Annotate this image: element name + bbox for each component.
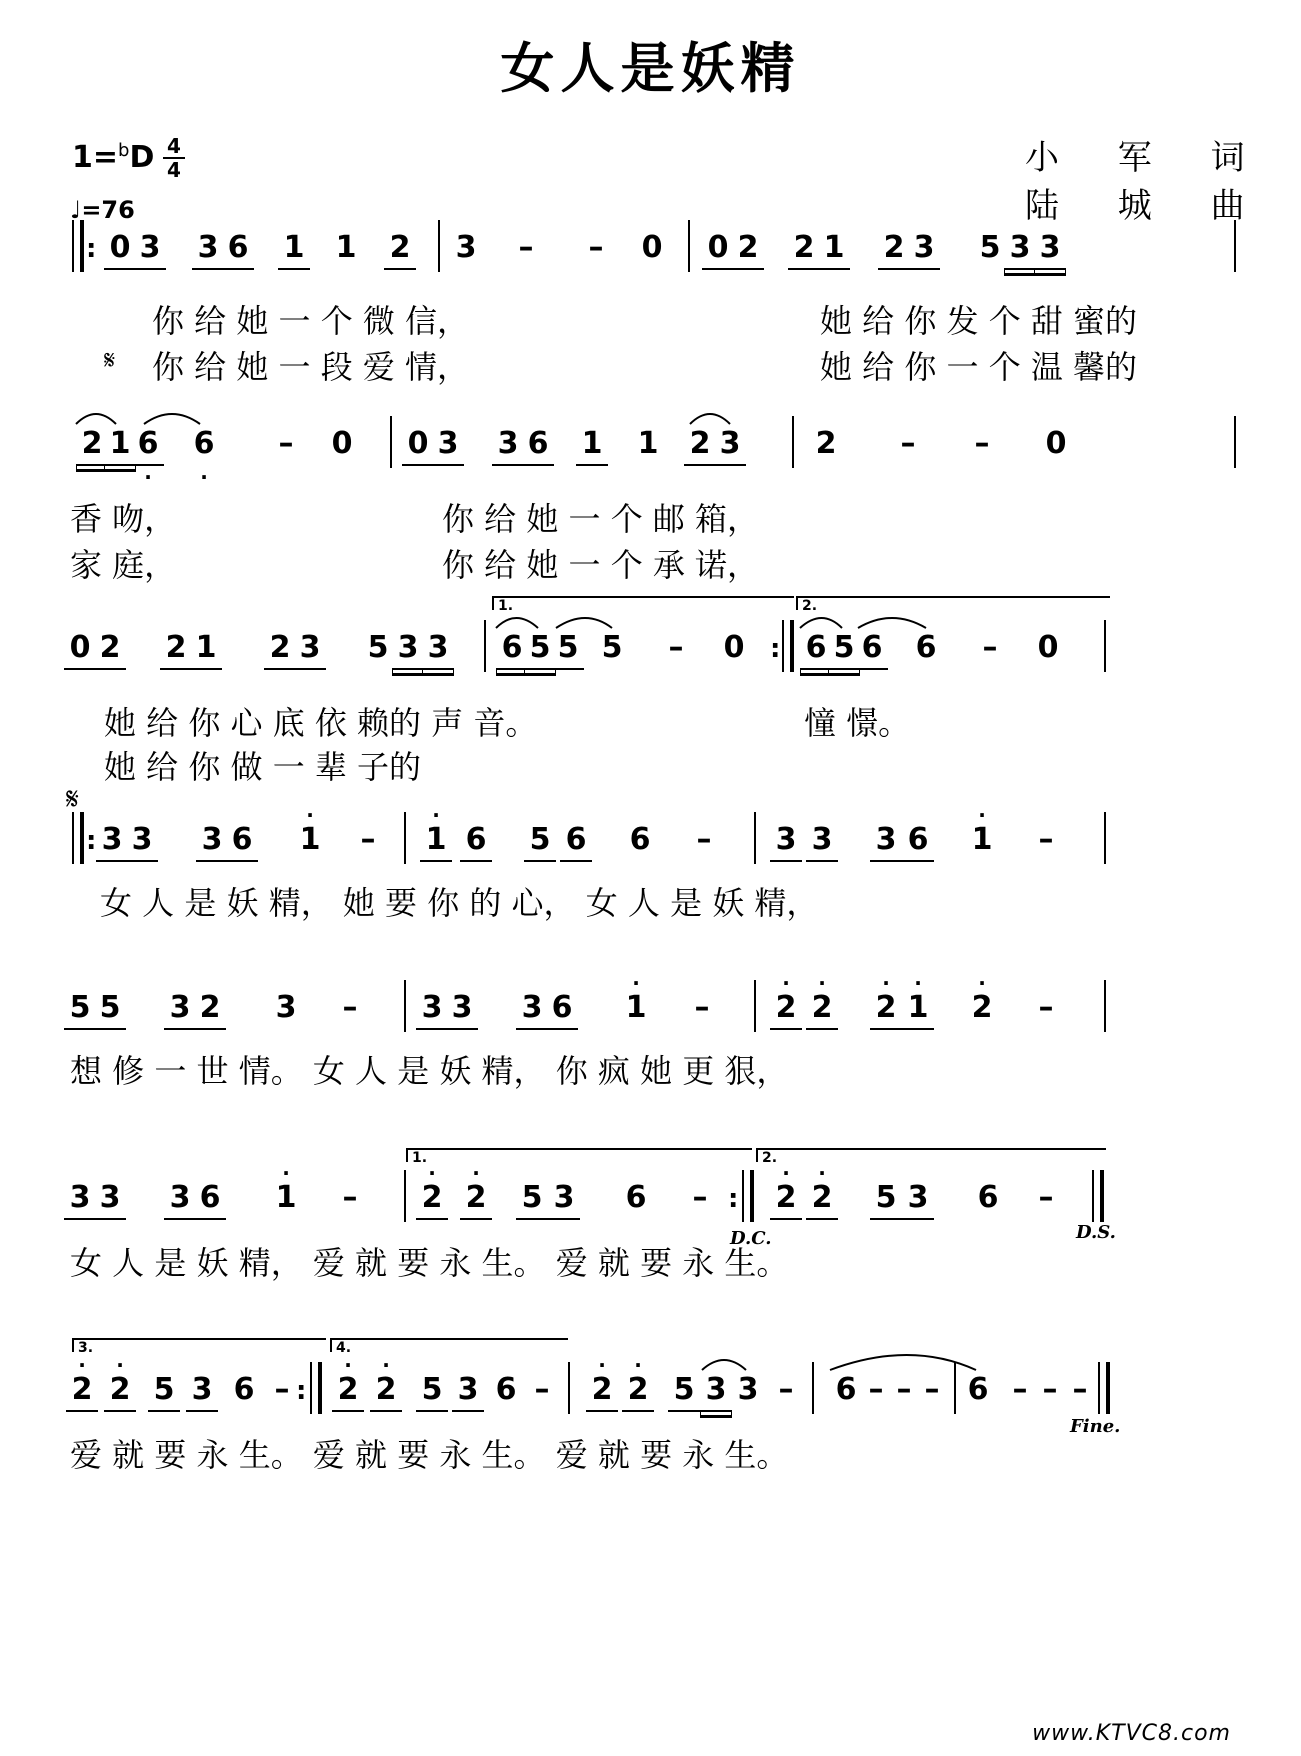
note: 1 · [299,803,321,857]
note: – [1012,1372,1028,1407]
lyric-4a: 家 庭， [70,546,177,584]
lyric-line-7 [70,878,1250,922]
note: 3 [548,1178,580,1220]
note: 5 [94,988,126,1030]
dc-mark: D.C. [730,1228,772,1249]
barline [438,220,440,272]
note: – [982,630,998,665]
note: 6 [902,820,934,862]
note: 2 · [770,1178,802,1220]
key-signature [72,140,154,175]
note: 6 [495,1372,517,1407]
note: – [974,426,990,461]
note: 2 [732,228,764,270]
note: 2 · [332,1370,364,1412]
note: 5 [148,1370,180,1412]
note: 5 [516,1178,548,1220]
flat-sign: b [118,140,130,161]
note: 1 [576,424,608,466]
tempo: ♩=76 [70,196,135,224]
note: 2 [815,426,837,461]
volta-4: 4. [330,1338,568,1352]
note: 3 [126,820,158,862]
key-prefix: 1= [72,140,119,175]
note: 6 [800,628,832,670]
note: 5 [552,628,584,670]
note: 2 [76,424,108,466]
note: – [900,426,916,461]
note: 6 [194,1178,226,1220]
note: 2 · [806,988,838,1030]
note: 6 [629,822,651,857]
note: 6 [856,628,888,670]
key-note: D [129,140,155,175]
lyricist-credit: 小 军 词 [1025,138,1269,178]
volta-3: 3. [72,1338,326,1352]
note: – [1042,1372,1058,1407]
note: – [278,426,294,461]
note: – [588,230,604,265]
note: 1 [637,426,659,461]
barline [404,812,406,864]
lyric-line-10 [70,1430,1250,1474]
volta-2: 2. [796,596,1110,610]
note: 6 [496,628,528,670]
note: 2 [160,628,192,670]
note: 0 [702,228,734,270]
lyric-10: 爱 就 要 永 生。 爱 就 要 永 生。 爱 就 要 永 生。 [70,1436,789,1474]
lyric-line-1 [70,296,1250,340]
note: 6 [222,228,254,270]
note: 0 [64,628,96,670]
note: 1 [278,228,310,270]
song-title: 女人是妖精 [500,37,801,100]
lyric-6a: 她 给 你 做 一 辈 子的 [104,748,422,786]
lyric-8: 想 修 一 世 情。 女 人 是 妖 精， 你 疯 她 更 狠， [70,1052,789,1090]
lyric-line-3 [70,494,1250,538]
note: 1 · [420,820,452,862]
note: 3 [1034,228,1066,270]
note: 3 [416,988,448,1030]
lyric-7: 女 人 是 妖 精， 她 要 你 的 心， 女 人 是 妖 精， [100,884,819,922]
staff-row-1 [70,228,1240,268]
note: – [1038,822,1054,857]
note: 5 [870,1178,902,1220]
barline [754,812,756,864]
barline [688,220,690,272]
note: 1 [818,228,850,270]
repeat-end-barline [742,1170,754,1222]
note: 5 [416,1370,448,1412]
note: 3 [806,820,838,862]
staff-row-5 [69,971,1240,1028]
lyric-line-6 [70,742,1250,786]
note: – [668,630,684,665]
note: 6 [233,1372,255,1407]
repeat-dots: : [728,1184,739,1214]
note: – [1038,990,1054,1025]
note: 5 [979,230,1001,265]
note: 1 [190,628,222,670]
note: 3 [432,424,464,466]
note: 6 [546,988,578,1030]
note: 3 [770,820,802,862]
note: 0 [641,230,663,265]
final-barline [1092,1170,1104,1222]
repeat-start-barline [72,812,84,864]
note: 2 · [806,1178,838,1220]
barline [1234,220,1236,272]
note: 3 [492,424,524,466]
note: 3 [908,228,940,270]
note: 0 [1045,426,1067,461]
time-top: 4 [167,134,181,158]
note: – [1072,1372,1088,1407]
note: 6 [915,630,937,665]
note: 3 [1004,228,1036,270]
note: 5 [601,630,623,665]
note: 2 · [586,1370,618,1412]
note: – [274,1372,290,1407]
barline [954,1362,956,1414]
lyric-line-4 [70,540,1250,584]
note: – [694,990,710,1025]
lyric-line-9 [70,1238,1250,1282]
note: 2 · [66,1370,98,1412]
note: 2 · [416,1178,448,1220]
note: 2 · [870,988,902,1030]
note: – [778,1372,794,1407]
note: 3 [870,820,902,862]
watermark: www.KTVC8.com [1032,1721,1231,1746]
note: 2 · [622,1370,654,1412]
note: – [896,1372,912,1407]
staff-row-2 [70,424,1240,489]
note: – [342,1180,358,1215]
note: 5 [64,988,96,1030]
note: 2 · [770,988,802,1030]
note: 3 [164,988,196,1030]
repeat-end-barline [310,1362,322,1414]
lyric-line-8 [70,1046,1250,1090]
note: 0 [723,630,745,665]
note: 6 · [132,424,164,466]
note: 3 [275,990,297,1025]
note: 0 [331,426,353,461]
note: 3 [455,230,477,265]
lyric-3a: 香 吻， [70,500,177,538]
note: 2 [878,228,910,270]
note: 0 [1037,630,1059,665]
note: – [534,1372,550,1407]
volta-1: 1. [492,596,794,610]
note: 3 [64,1178,96,1220]
note: – [868,1372,884,1407]
segno-sign: 𝄋 [66,782,79,817]
repeat-dots: : [770,634,781,664]
repeat-dots: : [296,1376,307,1406]
note: – [696,822,712,857]
barline [1104,980,1106,1032]
barline [568,1362,570,1414]
note: 2 · [104,1370,136,1412]
note: 3 [714,424,746,466]
note: 2 [384,228,416,270]
segno-mark: 𝄋 [104,346,116,376]
note: 6 [625,1180,647,1215]
note: 3 [134,228,166,270]
barline [1104,620,1106,672]
barline [404,980,406,1032]
note: – [360,822,376,857]
lyric-9: 女 人 是 妖 精， 爱 就 要 永 生。 爱 就 要 永 生。 [70,1244,789,1282]
note: 1 [335,230,357,265]
note: 6 [967,1372,989,1407]
note: 5 [828,628,860,670]
lyric-5b: 憧 憬。 [804,704,911,742]
note: 2 [94,628,126,670]
note: 3 [294,628,326,670]
note: – [342,990,358,1025]
note: 2 [264,628,296,670]
final-barline [1098,1362,1110,1414]
lyric-4b: 你 给 她 一 个 承 诺， [442,546,760,584]
volta-1: 1. [406,1148,752,1162]
staff-row-3 [70,628,1240,668]
note: 1 · [971,803,993,857]
note: 2 [194,988,226,1030]
note: 2 [788,228,820,270]
note: – [924,1372,940,1407]
barline [1234,416,1236,468]
staff-row-7 [70,1353,1240,1410]
barline [792,416,794,468]
note: 1 · [625,971,647,1025]
note: 3 [94,1178,126,1220]
note: 6 [460,820,492,862]
repeat-end-barline [782,620,794,672]
note: 2 · [460,1178,492,1220]
barline [812,1362,814,1414]
note: 3 [452,1370,484,1412]
time-signature [163,136,185,180]
lyric-2b: 她 给 你 一 个 温 馨的 [820,348,1138,386]
lyric-1b: 她 给 你 发 个 甜 蜜的 [820,302,1138,340]
note: 2 [684,424,716,466]
barline [404,1170,406,1222]
volta-2: 2. [756,1148,1106,1162]
lyric-line-5 [70,698,1250,742]
note: – [1038,1180,1054,1215]
barline [754,980,756,1032]
note: 1 [104,424,136,466]
note: 3 [902,1178,934,1220]
note: 3 [737,1372,759,1407]
note: 6 [226,820,258,862]
note: 3 [196,820,228,862]
note: 6 [835,1372,857,1407]
note: 6 [522,424,554,466]
time-bottom: 4 [167,158,181,182]
ds-mark: D.S. [1076,1222,1116,1243]
note: 3 [516,988,548,1030]
note: 6 [560,820,592,862]
note: 3 [422,628,454,670]
note: 3 [446,988,478,1030]
note: 5 [668,1370,700,1412]
staff-row-4 [70,803,1240,860]
note: 3 [186,1370,218,1412]
note: 1 · [275,1161,297,1215]
lyric-5a: 她 给 你 心 底 依 赖的 声 音。 [104,704,538,742]
fine-mark: Fine. [1070,1416,1121,1437]
barline [1104,812,1106,864]
note: 3 [164,1178,196,1220]
note: 1 · [902,988,934,1030]
staff-row-6 [69,1161,1240,1218]
note: 5 [524,628,556,670]
note: 2 · [370,1370,402,1412]
repeat-dots: : [86,234,97,264]
note: 0 [402,424,434,466]
barline [484,620,486,672]
lyric-2a: 你 给 她 一 段 爱 情， [152,348,470,386]
note: 6 [977,1180,999,1215]
repeat-start-barline [72,220,84,272]
note: 3 [392,628,424,670]
lyric-3b: 你 给 她 一 个 邮 箱， [442,500,760,538]
composer-credit: 陆 城 曲 [1025,186,1269,226]
note: 3 [700,1370,732,1412]
note: – [518,230,534,265]
lyric-line-2 [70,342,1250,386]
note: 5 [524,820,556,862]
note: – [692,1180,708,1215]
note: 6 · [193,426,215,489]
note: 5 [367,630,389,665]
note: 3 [192,228,224,270]
repeat-dots: : [86,826,97,856]
note: 2 · [971,971,993,1025]
barline [390,416,392,468]
note: 3 [96,820,128,862]
lyric-1a: 你 给 她 一 个 微 信， [152,302,470,340]
note: 0 [104,228,136,270]
